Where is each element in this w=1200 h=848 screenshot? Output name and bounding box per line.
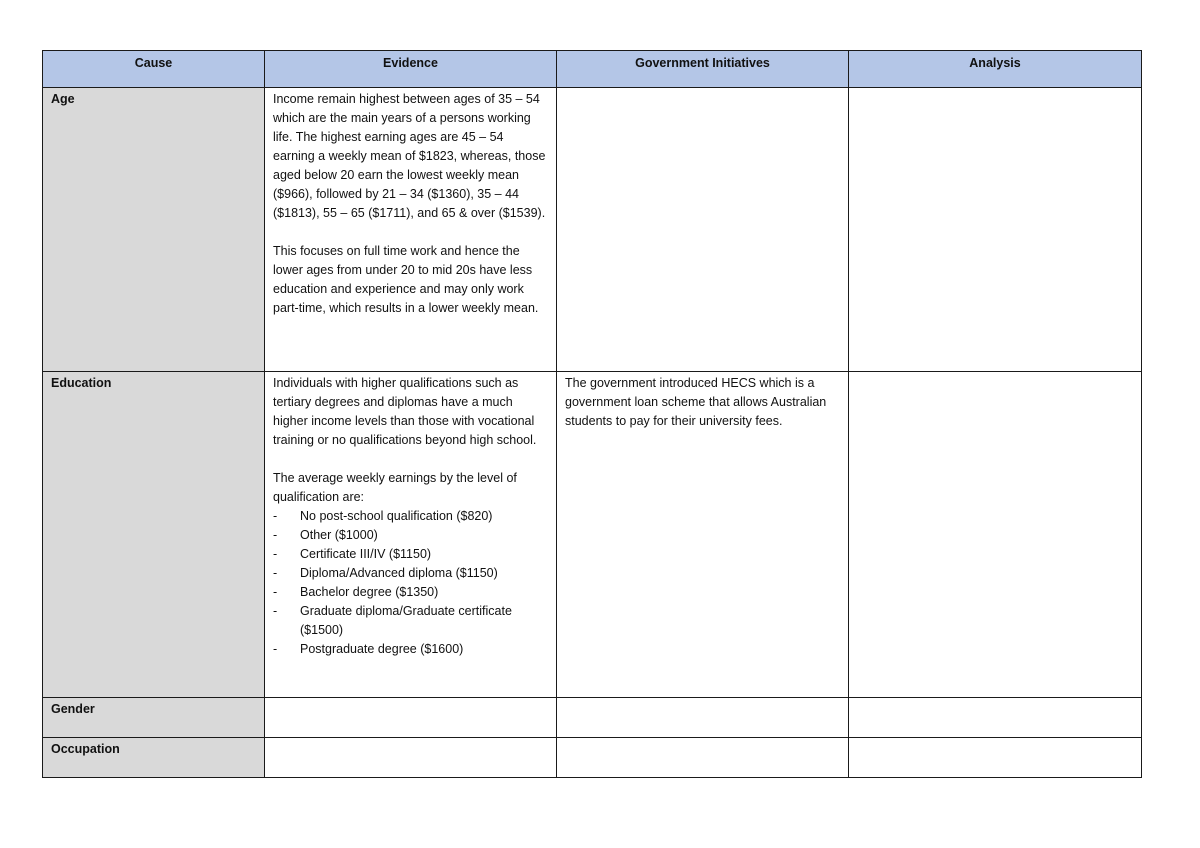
- analysis-cell-occupation: [849, 738, 1142, 778]
- income-causes-table: [42, 50, 1142, 778]
- analysis-cell-age: [849, 88, 1142, 372]
- cause-cell-gender: Gender: [43, 698, 265, 738]
- list-dash: -: [273, 585, 278, 599]
- list-dash: -: [273, 509, 278, 523]
- list-item-text: Graduate diploma/Graduate certificate ($1500): [300, 604, 512, 637]
- cause-cell-age: Age: [43, 88, 265, 372]
- government-initiatives-cell-gender: [557, 698, 849, 738]
- list-item-text: Other ($1000): [300, 528, 378, 542]
- header-analysis: Analysis: [849, 51, 1142, 88]
- list-item: [273, 602, 548, 640]
- qualification-list: [273, 507, 548, 659]
- cause-cell-occupation: Occupation: [43, 738, 265, 778]
- list-item-text: Bachelor degree ($1350): [300, 585, 439, 599]
- evidence-paragraph: This focuses on full time work and hence the lower ages from under 20 to mid 20s have less education and experience and may only work part-time, which results in a lower weekly mean.: [273, 244, 539, 315]
- evidence-cell-gender: [265, 698, 557, 738]
- evidence-paragraph: The average weekly earnings by the level of qualification are:: [273, 471, 517, 504]
- list-item-text: Certificate III/IV ($1150): [300, 547, 432, 561]
- header-row: [43, 51, 1142, 88]
- analysis-cell-education: [849, 372, 1142, 698]
- list-dash: -: [273, 547, 278, 561]
- evidence-paragraph: Income remain highest between ages of 35 – 54 which are the main years of a persons working life. The highest earning ages are 45 – 54 earning a weekly mean of $1823, whereas, those aged below 20 earn the lowest weekly mean ($966), followed by 21 – 34 ($1360), 35 – 44 ($1813), 55 – 65 ($1711), and 65 & over ($1539).: [273, 92, 546, 220]
- cause-cell-education: Education: [43, 372, 265, 698]
- list-item: [273, 583, 548, 602]
- list-item-text: Postgraduate degree ($1600): [300, 642, 464, 656]
- header-cause: Cause: [43, 51, 265, 88]
- evidence-paragraph: Individuals with higher qualifications such as tertiary degrees and diplomas have a much higher income levels than those with vocational training or no qualifications beyond high school.: [273, 376, 537, 447]
- list-dash: -: [273, 604, 278, 618]
- table-row-gender: [43, 698, 1142, 738]
- evidence-cell-education: [265, 372, 557, 698]
- header-government-initiatives: Government Initiatives: [557, 51, 849, 88]
- list-item: [273, 640, 548, 659]
- government-initiatives-cell-age: [557, 88, 849, 372]
- table-row-age: [43, 88, 1142, 372]
- table-row-occupation: [43, 738, 1142, 778]
- list-item: [273, 507, 548, 526]
- evidence-cell-occupation: [265, 738, 557, 778]
- government-initiatives-cell-occupation: [557, 738, 849, 778]
- table-row-education: [43, 372, 1142, 698]
- list-item: [273, 545, 548, 564]
- list-dash: -: [273, 566, 278, 580]
- evidence-cell-age: [265, 88, 557, 372]
- header-evidence: Evidence: [265, 51, 557, 88]
- government-initiatives-cell-education: The government introduced HECS which is a government loan scheme that allows Australian students to pay for their university fees.: [557, 372, 849, 698]
- list-item: [273, 526, 548, 545]
- list-dash: -: [273, 642, 278, 656]
- list-dash: -: [273, 528, 278, 542]
- list-item-text: No post-school qualification ($820): [300, 509, 493, 523]
- analysis-cell-gender: [849, 698, 1142, 738]
- list-item: [273, 564, 548, 583]
- list-item-text: Diploma/Advanced diploma ($1150): [300, 566, 498, 580]
